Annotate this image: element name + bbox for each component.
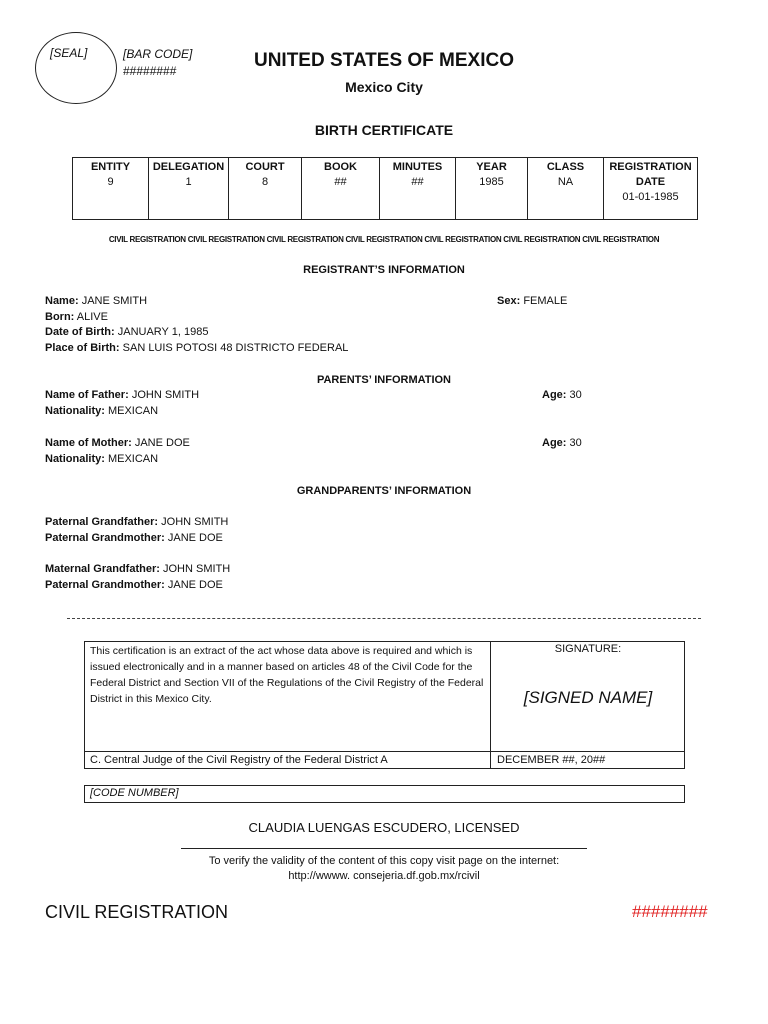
mother-nationality: MEXICAN xyxy=(107,453,159,465)
registrant-pob-line xyxy=(45,342,348,354)
field-label: Nationality: xyxy=(45,405,105,417)
registrant-dob-line xyxy=(45,326,208,338)
cell-value: 8 xyxy=(261,176,269,188)
column-header: COURT xyxy=(245,161,285,173)
paternal-grandmother: JANE DOE xyxy=(167,532,223,544)
column-header: ENTITY xyxy=(90,161,131,173)
paternal-grandfather-line xyxy=(45,516,228,528)
cell-value: 9 xyxy=(107,176,114,188)
certification-text: This certification is an extract of the act whose data above is required and which is issued electronically and in a manner based on articles 48 of the Civil Code for the Federal District and Section VII of the Regulations of the Civil Registry of the Federal District in this Mexico City. xyxy=(90,645,484,705)
father-age-line xyxy=(542,389,582,401)
registrant-name: JANE SMITH xyxy=(81,295,148,307)
column-header: REGISTRATION DATE xyxy=(609,161,692,188)
field-label: Paternal Grandmother: xyxy=(45,532,165,544)
maternal-grandmother-line xyxy=(45,579,223,591)
father-nationality-line xyxy=(45,405,158,417)
field-label: Name of Father: xyxy=(45,389,129,401)
field-label: Name of Mother: xyxy=(45,437,132,449)
barcode-label: [BAR CODE] xyxy=(123,47,193,61)
father-age: 30 xyxy=(569,389,582,401)
seal-label: [SEAL] xyxy=(50,46,88,60)
field-label: Place of Birth: xyxy=(45,342,120,354)
grandparents-heading: GRANDPARENTS’ INFORMATION xyxy=(296,485,472,497)
registrant-heading: REGISTRANT’S INFORMATION xyxy=(303,264,465,276)
registration-table xyxy=(72,157,698,220)
country-title: UNITED STATES OF MEXICO xyxy=(253,50,515,71)
mother-name: JANE DOE xyxy=(134,437,190,449)
barcode-value: ######## xyxy=(123,64,177,78)
maternal-grandfather-line xyxy=(45,563,230,575)
judge-title: C. Central Judge of the Civil Registry of the Federal District A xyxy=(90,754,388,766)
signature-label: SIGNATURE: xyxy=(554,643,622,655)
certification-row-divider xyxy=(84,751,685,752)
column-header: BOOK xyxy=(324,161,357,173)
code-number: [CODE NUMBER] xyxy=(90,787,179,799)
field-label: Paternal Grandmother: xyxy=(45,579,165,591)
footer-civil-registration: CIVIL REGISTRATION xyxy=(45,902,229,922)
father-name: JOHN SMITH xyxy=(131,389,200,401)
licensed-name: CLAUDIA LUENGAS ESCUDERO, LICENSED xyxy=(248,820,520,835)
signed-name: [SIGNED NAME] xyxy=(523,688,653,707)
registrant-sex-line xyxy=(497,295,567,307)
table-cell-registration-date xyxy=(604,158,698,220)
column-header: MINUTES xyxy=(392,161,443,173)
verify-url: http://wwww. consejeria.df.gob.mx/rcivil xyxy=(288,870,480,882)
column-header: YEAR xyxy=(476,161,507,173)
table-cell-entity xyxy=(73,158,149,220)
verify-text: To verify the validity of the content of this copy visit page on the internet: xyxy=(208,855,560,867)
maternal-grandmother: JANE DOE xyxy=(167,579,223,591)
registrant-born-line xyxy=(45,311,108,323)
registrant-dob: JANUARY 1, 1985 xyxy=(117,326,209,338)
cell-value: NA xyxy=(557,176,574,188)
mother-name-line xyxy=(45,437,190,449)
cell-value: ## xyxy=(334,176,347,188)
registrant-name-line xyxy=(45,295,147,307)
table-row xyxy=(73,158,698,220)
signature-rule xyxy=(181,848,587,849)
mother-age: 30 xyxy=(569,437,582,449)
field-label: Paternal Grandfather: xyxy=(45,516,159,528)
field-label: Maternal Grandfather: xyxy=(45,563,160,575)
mother-nationality-line xyxy=(45,453,158,465)
paternal-grandmother-line xyxy=(45,532,223,544)
field-label: Age: xyxy=(542,437,567,449)
cell-value: 1985 xyxy=(479,176,504,188)
field-label: Born: xyxy=(45,311,75,323)
registrant-sex: FEMALE xyxy=(523,295,568,307)
registrant-born: ALIVE xyxy=(76,311,108,323)
dashed-divider xyxy=(67,618,701,619)
column-header: CLASS xyxy=(546,161,585,173)
table-cell-delegation xyxy=(149,158,229,220)
field-label: Nationality: xyxy=(45,453,105,465)
field-label: Age: xyxy=(542,389,567,401)
table-cell-book xyxy=(302,158,380,220)
mother-age-line xyxy=(542,437,582,449)
table-cell-minutes xyxy=(380,158,456,220)
table-cell-court xyxy=(229,158,302,220)
field-label: Name: xyxy=(45,295,79,307)
table-cell-year xyxy=(456,158,528,220)
father-nationality: MEXICAN xyxy=(107,405,159,417)
parents-heading: PARENTS’ INFORMATION xyxy=(316,374,452,386)
cell-value: 1 xyxy=(185,176,192,188)
civil-registration-banner: CIVIL REGISTRATION CIVIL REGISTRATION CIVIL REGISTRATION CIVIL REGISTRATION CIVIL REGISTRATION CIVIL REGISTRATION CIVIL REGISTRATION xyxy=(108,235,660,244)
registrant-pob: SAN LUIS POTOSI 48 DISTRICTO FEDERAL xyxy=(122,342,349,354)
field-label: Sex: xyxy=(497,295,521,307)
paternal-grandfather: JOHN SMITH xyxy=(161,516,229,528)
table-cell-class xyxy=(528,158,604,220)
cell-value: 01-01-1985 xyxy=(622,191,679,203)
father-name-line xyxy=(45,389,199,401)
certification-date: DECEMBER ##, 20## xyxy=(497,754,606,766)
city-subtitle: Mexico City xyxy=(345,79,423,95)
column-header: DELEGATION xyxy=(152,161,225,173)
cell-value: ## xyxy=(411,176,424,188)
maternal-grandfather: JOHN SMITH xyxy=(162,563,231,575)
footer-code: ######## xyxy=(632,902,708,921)
field-label: Date of Birth: xyxy=(45,326,115,338)
document-title: BIRTH CERTIFICATE xyxy=(314,122,454,138)
